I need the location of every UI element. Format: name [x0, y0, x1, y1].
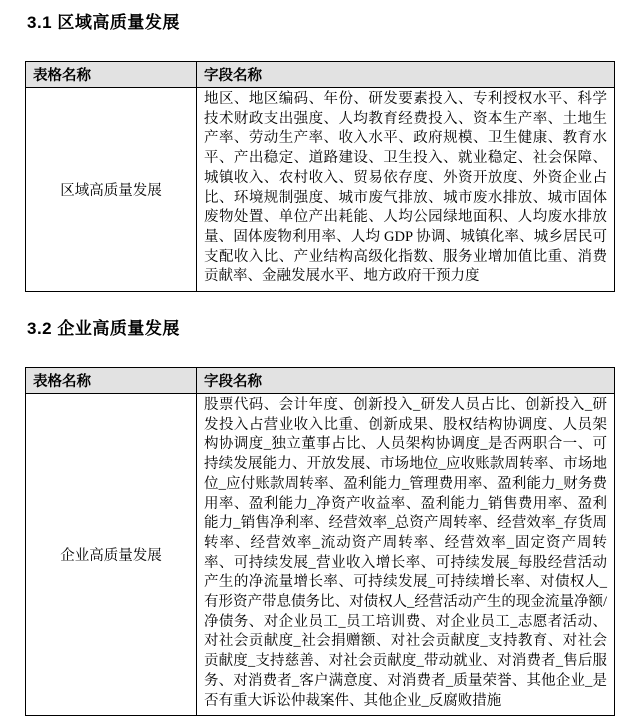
table-row [26, 394, 615, 716]
field-name-column-header: 字段名称 [197, 368, 615, 394]
section-heading-regional: 3.1 区域高质量发展 [27, 13, 180, 32]
regional-fields-table [25, 61, 615, 292]
table-header-row [26, 62, 615, 88]
section-heading-enterprise: 3.2 企业高质量发展 [27, 319, 180, 339]
table-row [26, 88, 615, 292]
field-list-cell: 地区、地区编码、年份、研发要素投入、专利授权水平、科学技术财政支出强度、人均教育经费投入、资本生产率、土地生产率、劳动生产率、收入水平、政府规模、卫生健康、教育水平、产出稳定、道路建设、卫生投入、就业稳定、社会保障、城镇收入、农村收入、贸易依存度、外资开放度、外资企业占比、环境规制强度、城市废气排放、城市废水排放、城市固体废物处置、单位产出耗能、人均公园绿地面积、人均废水排放量、固体废物利用率、人均 GDP 协调、城镇化率、城乡居民可支配收入比、产业结构高级化指数、服务业增加值比重、消费贡献率、金融发展水平、地方政府干预力度 [197, 88, 615, 292]
table-name-column-header: 表格名称 [26, 368, 197, 394]
section-enterprise-development [25, 318, 615, 716]
table-header-row [26, 368, 615, 394]
field-name-column-header: 字段名称 [197, 62, 615, 88]
table-name-cell: 区域高质量发展 [26, 88, 197, 292]
enterprise-fields-table [25, 367, 615, 716]
table-name-column-header: 表格名称 [26, 62, 197, 88]
field-list-cell: 股票代码、会计年度、创新投入_研发人员占比、创新投入_研发投入占营业收入比重、创新成果、股权结构协调度、人员架构协调度_独立董事占比、人员架构协调度_是否两职合一、可持续发展能力、开放发展、市场地位_应收账款周转率、市场地位_应付账款周转率、盈利能力_管理费用率、盈利能力_财务费用率、盈利能力_净资产收益率、盈利能力_销售费用率、盈利能力_销售净利率、经营效率_总资产周转率、经营效率_存货周转率、经营效率_流动资产周转率、经营效率_固定资产周转率、可持续发展_营业收入增长率、可持续发展_每股经营活动产生的净流量增长率、可持续发展_可持续增长率、对债权人_有形资产带息债务比、对债权人_经营活动产生的现金流量净额/净债务、对企业员工_员工培训费、对企业员工_志愿者活动、对社会贡献度_社会捐赠额、对社会贡献度_支持教育、对社会贡献度_支持慈善、对社会贡献度_带动就业、对消费者_售后服务、对消费者_客户满意度、对消费者_质量荣誉、其他企业_是否有重大诉讼仲裁案件、其他企业_反腐败措施 [197, 394, 615, 716]
table-name-cell: 企业高质量发展 [26, 394, 197, 716]
section-regional-development [25, 12, 615, 292]
